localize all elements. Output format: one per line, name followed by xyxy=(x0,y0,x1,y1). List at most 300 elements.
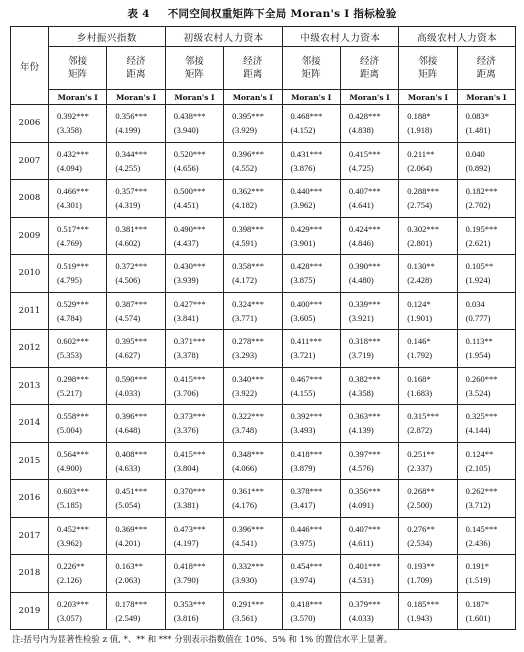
subheader-line: 邻接 xyxy=(184,56,204,67)
moran-value: 0.466*** xyxy=(57,186,89,197)
moran-value: 0.438*** xyxy=(173,111,206,122)
value-cell xyxy=(340,592,398,630)
z-value: (1.943) xyxy=(407,612,433,623)
z-value: (4.172) xyxy=(232,275,257,286)
value-cell xyxy=(340,330,398,368)
moran-label: Moran's I xyxy=(457,90,515,105)
z-value: (0.892) xyxy=(465,162,491,173)
z-value: (4.784) xyxy=(57,312,82,323)
table-row xyxy=(11,142,516,180)
moran-value: 0.415*** xyxy=(348,148,381,159)
table-row xyxy=(11,367,516,405)
moran-value: 0.260*** xyxy=(465,373,498,384)
z-value: (3.561) xyxy=(232,612,257,623)
moran-value: 0.400*** xyxy=(290,298,323,309)
subheader-economic xyxy=(457,47,515,90)
moran-value: 0.454*** xyxy=(290,561,323,572)
table-row xyxy=(11,292,516,330)
value-cell xyxy=(457,105,515,143)
moran-value: 0.392*** xyxy=(290,411,323,422)
year-header: 年份 xyxy=(11,27,49,105)
table-row xyxy=(11,555,516,593)
value-cell xyxy=(224,330,282,368)
value-cell xyxy=(224,142,282,180)
z-value: (3.712) xyxy=(465,500,491,511)
moran-value: 0.440*** xyxy=(290,186,323,197)
moran-value: 0.392*** xyxy=(57,111,89,122)
z-value: (3.875) xyxy=(290,275,316,286)
z-value: (4.255) xyxy=(115,162,141,173)
value-cell xyxy=(49,517,107,555)
moran-value: 0.396*** xyxy=(232,148,264,159)
subheader-line: 矩阵 xyxy=(68,69,88,80)
z-value: (1.683) xyxy=(407,387,433,398)
z-value: (4.656) xyxy=(173,162,199,173)
z-value: (4.152) xyxy=(290,125,316,136)
moran-label: Moran's I xyxy=(282,90,340,105)
z-value: (4.358) xyxy=(348,387,374,398)
z-value: (5.185) xyxy=(57,500,82,511)
z-value: (2.337) xyxy=(407,462,433,473)
moran-value: 0.203*** xyxy=(57,598,89,609)
moran-value: 0.398*** xyxy=(232,223,264,234)
moran-value: 0.163** xyxy=(115,561,143,572)
value-cell xyxy=(399,142,457,180)
value-cell xyxy=(107,517,165,555)
subheader-line: 经济 xyxy=(476,56,496,67)
value-cell xyxy=(224,180,282,218)
value-cell xyxy=(224,217,282,255)
z-value: (1.709) xyxy=(407,575,433,586)
z-value: (4.144) xyxy=(465,425,491,436)
z-value: (3.417) xyxy=(290,500,316,511)
moran-value: 0.602*** xyxy=(57,336,89,347)
moran-value: 0.446*** xyxy=(290,523,323,534)
z-value: (4.725) xyxy=(348,162,374,173)
value-cell xyxy=(224,517,282,555)
value-cell xyxy=(49,105,107,143)
value-cell xyxy=(165,217,223,255)
value-cell xyxy=(165,142,223,180)
moran-value: 0.401*** xyxy=(348,561,381,572)
z-value: (3.605) xyxy=(290,312,316,323)
value-cell xyxy=(165,442,223,480)
moran-value: 0.519*** xyxy=(57,261,89,272)
z-value: (3.922) xyxy=(232,387,257,398)
table-row xyxy=(11,480,516,518)
moran-value: 0.362*** xyxy=(232,186,264,197)
z-value: (3.962) xyxy=(290,200,316,211)
z-value: (5.217) xyxy=(57,387,82,398)
moran-value: 0.558*** xyxy=(57,411,89,422)
z-value: (3.940) xyxy=(173,125,199,136)
moran-value: 0.083* xyxy=(465,111,489,122)
year-cell: 2019 xyxy=(11,592,49,630)
year-cell: 2012 xyxy=(11,330,49,368)
year-cell: 2017 xyxy=(11,517,49,555)
moran-value: 0.146* xyxy=(407,336,431,347)
year-cell: 2013 xyxy=(11,367,49,405)
z-value: (4.602) xyxy=(115,237,141,248)
value-cell xyxy=(399,517,457,555)
moran-value: 0.396*** xyxy=(232,523,264,534)
moran-value: 0.332*** xyxy=(232,561,264,572)
moran-value: 0.451*** xyxy=(115,486,148,497)
z-value: (4.033) xyxy=(348,612,374,623)
value-cell xyxy=(49,367,107,405)
z-value: (2.436) xyxy=(465,537,491,548)
value-cell xyxy=(49,217,107,255)
value-cell xyxy=(282,592,340,630)
table-row xyxy=(11,217,516,255)
z-value: (2.702) xyxy=(465,200,491,211)
value-cell xyxy=(340,142,398,180)
moran-value: 0.344*** xyxy=(115,148,148,159)
z-value: (4.531) xyxy=(348,575,374,586)
table-row xyxy=(11,330,516,368)
moran-label: Moran's I xyxy=(165,90,223,105)
moran-value: 0.418*** xyxy=(290,448,323,459)
year-cell: 2010 xyxy=(11,255,49,293)
moran-value: 0.034 xyxy=(465,298,485,309)
z-value: (1.519) xyxy=(465,575,491,586)
z-value: (4.846) xyxy=(348,237,374,248)
z-value: (2.428) xyxy=(407,275,433,286)
value-cell xyxy=(399,367,457,405)
table-note: 注:括号内为显著性检验 z 值, *、** 和 *** 分别表示指数值在 10%、5% 和 1% 的置信水平上显著。 xyxy=(12,635,393,645)
moran-value: 0.324*** xyxy=(232,298,264,309)
year-cell: 2011 xyxy=(11,292,49,330)
subheader-line: 距离 xyxy=(126,69,146,80)
value-cell xyxy=(49,592,107,630)
value-cell xyxy=(224,255,282,293)
moran-value: 0.124** xyxy=(465,448,494,459)
moran-value: 0.395*** xyxy=(115,336,148,347)
value-cell xyxy=(165,517,223,555)
moran-value: 0.432*** xyxy=(57,148,89,159)
value-cell xyxy=(399,405,457,443)
z-value: (4.201) xyxy=(115,537,141,548)
subheader-adjacency xyxy=(165,47,223,90)
z-value: (4.091) xyxy=(348,500,374,511)
z-value: (1.924) xyxy=(465,275,491,286)
value-cell xyxy=(49,405,107,443)
moran-value: 0.468*** xyxy=(290,111,323,122)
value-cell xyxy=(399,592,457,630)
z-value: (4.506) xyxy=(115,275,141,286)
moran-value: 0.396*** xyxy=(115,411,148,422)
moran-value: 0.318*** xyxy=(348,336,381,347)
subheader-line: 矩阵 xyxy=(418,69,438,80)
moran-value: 0.382*** xyxy=(348,373,381,384)
moran-value: 0.124* xyxy=(407,298,431,309)
moran-value: 0.262*** xyxy=(465,486,498,497)
group-header: 乡村振兴指数 xyxy=(49,27,166,47)
subheader-line: 距离 xyxy=(243,69,263,80)
moran-value: 0.431*** xyxy=(290,148,323,159)
table-row xyxy=(11,105,516,143)
moran-value: 0.397*** xyxy=(348,448,381,459)
moran-value: 0.378*** xyxy=(290,486,323,497)
subheader-line: 邻接 xyxy=(68,56,88,67)
value-cell xyxy=(107,442,165,480)
z-value: (2.500) xyxy=(407,500,433,511)
moran-value: 0.291*** xyxy=(232,598,264,609)
value-cell xyxy=(340,180,398,218)
z-value: (3.293) xyxy=(232,350,257,361)
value-cell xyxy=(340,442,398,480)
value-cell xyxy=(49,255,107,293)
z-value: (3.378) xyxy=(173,350,199,361)
value-cell xyxy=(282,330,340,368)
z-value: (2.621) xyxy=(465,237,491,248)
z-value: (3.975) xyxy=(290,537,316,548)
value-cell xyxy=(49,142,107,180)
value-cell xyxy=(282,255,340,293)
z-value: (3.974) xyxy=(290,575,316,586)
value-cell xyxy=(282,180,340,218)
value-cell xyxy=(282,555,340,593)
z-value: (4.451) xyxy=(173,200,199,211)
moran-value: 0.187* xyxy=(465,598,489,609)
z-value: (3.930) xyxy=(232,575,257,586)
year-cell: 2009 xyxy=(11,217,49,255)
z-value: (4.319) xyxy=(115,200,141,211)
moran-value: 0.105** xyxy=(465,261,494,272)
value-cell xyxy=(165,105,223,143)
moran-value: 0.427*** xyxy=(173,298,206,309)
z-value: (4.199) xyxy=(115,125,141,136)
z-value: (4.633) xyxy=(115,462,141,473)
z-value: (4.176) xyxy=(232,500,257,511)
z-value: (5.004) xyxy=(57,425,82,436)
moran-value: 0.418*** xyxy=(290,598,323,609)
z-value: (3.876) xyxy=(290,162,316,173)
moran-value: 0.356*** xyxy=(348,486,381,497)
z-value: (2.754) xyxy=(407,200,433,211)
moran-label: Moran's I xyxy=(399,90,457,105)
moran-value: 0.185*** xyxy=(407,598,440,609)
value-cell xyxy=(282,217,340,255)
value-cell xyxy=(224,555,282,593)
moran-value: 0.182*** xyxy=(465,186,498,197)
value-cell xyxy=(340,105,398,143)
z-value: (4.611) xyxy=(348,537,374,548)
z-value: (3.057) xyxy=(57,612,82,623)
table-row xyxy=(11,517,516,555)
value-cell xyxy=(457,330,515,368)
subheader-line: 邻接 xyxy=(301,56,321,67)
z-value: (4.552) xyxy=(232,162,257,173)
table-row xyxy=(11,592,516,630)
moran-value: 0.370*** xyxy=(173,486,206,497)
z-value: (1.601) xyxy=(465,612,491,623)
moran-value: 0.325*** xyxy=(465,411,498,422)
subheader-economic xyxy=(224,47,282,90)
value-cell xyxy=(457,217,515,255)
moran-value: 0.408*** xyxy=(115,448,148,459)
value-cell xyxy=(399,180,457,218)
value-cell xyxy=(340,367,398,405)
table-title xyxy=(0,6,524,21)
moran-value: 0.371*** xyxy=(173,336,206,347)
z-value: (4.480) xyxy=(348,275,374,286)
moran-value: 0.339*** xyxy=(348,298,381,309)
moran-value: 0.407*** xyxy=(348,186,381,197)
subheader-line: 矩阵 xyxy=(301,69,321,80)
value-cell xyxy=(165,292,223,330)
moran-value: 0.276** xyxy=(407,523,435,534)
moran-value: 0.278*** xyxy=(232,336,264,347)
z-value: (1.481) xyxy=(465,125,491,136)
moran-value: 0.411*** xyxy=(290,336,323,347)
z-value: (2.549) xyxy=(115,612,141,623)
moran-label: Moran's I xyxy=(107,90,165,105)
moran-value: 0.520*** xyxy=(173,148,206,159)
moran-value: 0.302*** xyxy=(407,223,440,234)
z-value: (5.353) xyxy=(57,350,82,361)
value-cell xyxy=(107,367,165,405)
value-cell xyxy=(340,217,398,255)
table-number: 表 4 xyxy=(127,8,150,20)
z-value: (4.301) xyxy=(57,200,82,211)
z-value: (4.591) xyxy=(232,237,257,248)
value-cell xyxy=(49,292,107,330)
value-cell xyxy=(457,292,515,330)
moran-value: 0.379*** xyxy=(348,598,381,609)
value-cell xyxy=(107,405,165,443)
z-value: (3.921) xyxy=(348,312,374,323)
value-cell xyxy=(340,255,398,293)
moran-label: Moran's I xyxy=(340,90,398,105)
z-value: (1.954) xyxy=(465,350,491,361)
z-value: (3.721) xyxy=(290,350,316,361)
value-cell xyxy=(107,592,165,630)
value-cell xyxy=(107,555,165,593)
subheader-adjacency xyxy=(399,47,457,90)
z-value: (3.929) xyxy=(232,125,257,136)
moran-value: 0.211** xyxy=(407,148,435,159)
z-value: (4.795) xyxy=(57,275,82,286)
moran-value: 0.564*** xyxy=(57,448,89,459)
z-value: (4.648) xyxy=(115,425,141,436)
z-value: (2.064) xyxy=(407,162,433,173)
value-cell xyxy=(224,442,282,480)
value-cell xyxy=(282,105,340,143)
value-cell xyxy=(224,405,282,443)
z-value: (3.790) xyxy=(173,575,199,586)
subheader-line: 经济 xyxy=(243,56,263,67)
moran-value: 0.603*** xyxy=(57,486,89,497)
z-value: (3.570) xyxy=(290,612,316,623)
z-value: (3.493) xyxy=(290,425,316,436)
z-value: (0.777) xyxy=(465,312,491,323)
value-cell xyxy=(107,255,165,293)
value-cell xyxy=(399,442,457,480)
value-cell xyxy=(282,367,340,405)
moran-value: 0.467*** xyxy=(290,373,323,384)
z-value: (4.197) xyxy=(173,537,199,548)
moran-value: 0.168* xyxy=(407,373,431,384)
z-value: (1.792) xyxy=(407,350,433,361)
value-cell xyxy=(49,180,107,218)
value-cell xyxy=(399,105,457,143)
moran-value: 0.226** xyxy=(57,561,85,572)
moran-value: 0.363*** xyxy=(348,411,381,422)
z-value: (4.139) xyxy=(348,425,374,436)
value-cell xyxy=(282,292,340,330)
year-cell: 2006 xyxy=(11,105,49,143)
z-value: (4.838) xyxy=(348,125,374,136)
value-cell xyxy=(224,480,282,518)
z-value: (3.524) xyxy=(465,387,491,398)
moran-value: 0.188* xyxy=(407,111,431,122)
value-cell xyxy=(340,555,398,593)
year-cell: 2014 xyxy=(11,405,49,443)
value-cell xyxy=(457,592,515,630)
table-row xyxy=(11,405,516,443)
value-cell xyxy=(165,180,223,218)
value-cell xyxy=(107,105,165,143)
value-cell xyxy=(282,480,340,518)
value-cell xyxy=(165,330,223,368)
moran-value: 0.288*** xyxy=(407,186,440,197)
z-value: (3.771) xyxy=(232,312,257,323)
moran-value: 0.358*** xyxy=(232,261,264,272)
value-cell xyxy=(399,255,457,293)
value-cell xyxy=(457,180,515,218)
z-value: (3.804) xyxy=(173,462,199,473)
value-cell xyxy=(457,480,515,518)
z-value: (2.063) xyxy=(115,575,141,586)
value-cell xyxy=(457,405,515,443)
moran-value: 0.407*** xyxy=(348,523,381,534)
value-cell xyxy=(107,480,165,518)
value-cell xyxy=(107,217,165,255)
moran-label: Moran's I xyxy=(224,90,282,105)
z-value: (4.155) xyxy=(290,387,316,398)
z-value: (3.376) xyxy=(173,425,199,436)
moran-value: 0.418*** xyxy=(173,561,206,572)
value-cell xyxy=(165,367,223,405)
table-caption: 不同空间权重矩阵下全局 Moran's I 指标检验 xyxy=(167,8,397,20)
moran-value: 0.130** xyxy=(407,261,435,272)
value-cell xyxy=(282,405,340,443)
moran-value: 0.381*** xyxy=(115,223,148,234)
moran-value: 0.353*** xyxy=(173,598,206,609)
value-cell xyxy=(457,555,515,593)
moran-value: 0.473*** xyxy=(173,523,206,534)
group-header: 高级农村人力资本 xyxy=(399,27,516,47)
moran-value: 0.372*** xyxy=(115,261,148,272)
moran-value: 0.517*** xyxy=(57,223,89,234)
value-cell xyxy=(457,142,515,180)
z-value: (5.054) xyxy=(115,500,141,511)
value-cell xyxy=(107,180,165,218)
value-cell xyxy=(282,142,340,180)
moran-value: 0.452*** xyxy=(57,523,89,534)
z-value: (3.939) xyxy=(173,275,199,286)
moran-value: 0.356*** xyxy=(115,111,148,122)
z-value: (3.879) xyxy=(290,462,316,473)
value-cell xyxy=(340,480,398,518)
subheader-line: 矩阵 xyxy=(184,69,204,80)
subheader-line: 距离 xyxy=(476,69,496,80)
moran-value: 0.040 xyxy=(465,148,485,159)
value-cell xyxy=(165,592,223,630)
year-cell: 2016 xyxy=(11,480,49,518)
z-value: (2.534) xyxy=(407,537,433,548)
